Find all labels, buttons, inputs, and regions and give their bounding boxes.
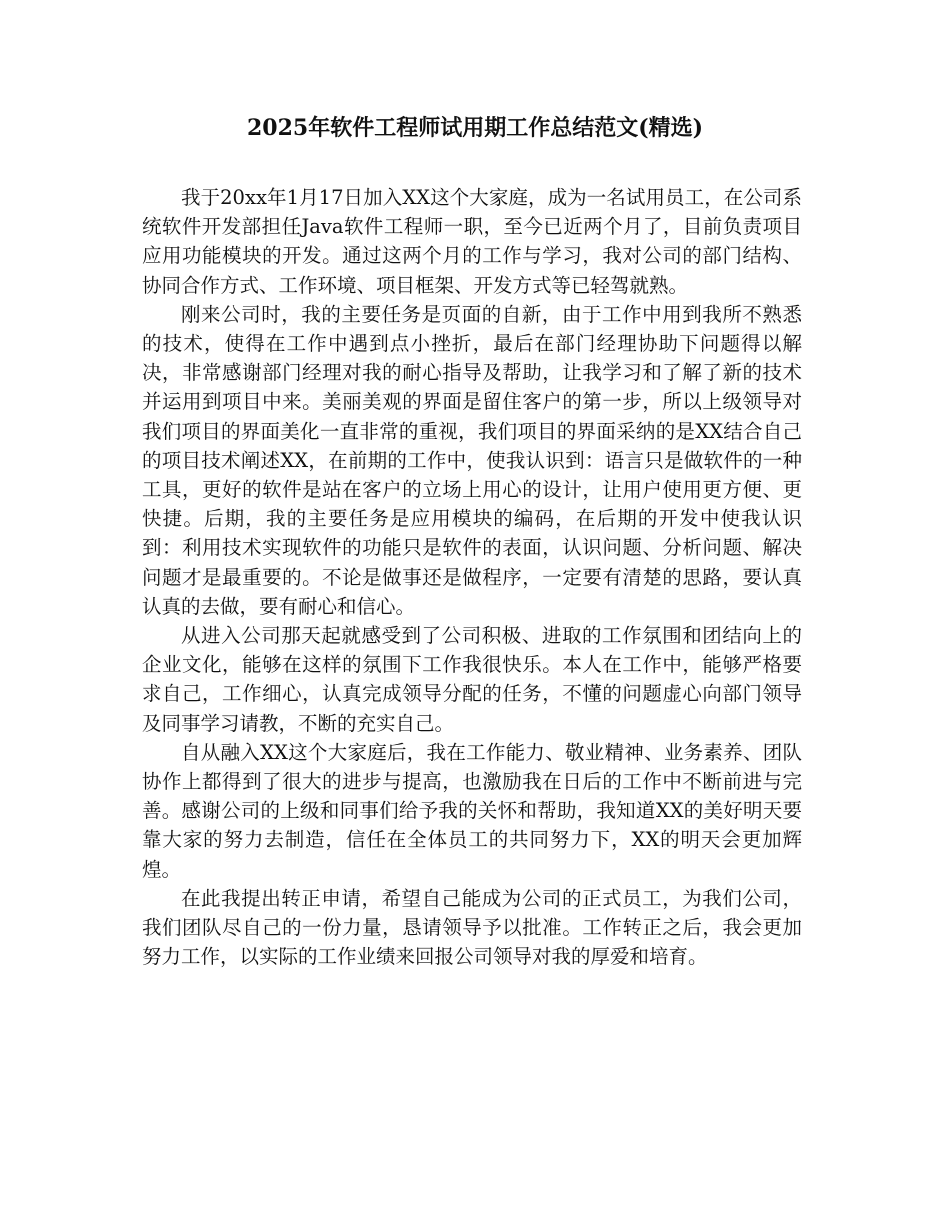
paragraph-2: 刚来公司时，我的主要任务是页面的自新，由于工作中用到我所不熟悉的技术，使得在工作中遇到点小挫折，最后在部门经理协助下问题得以解决，非常感谢部门经理对我的耐心指导及帮助，让我学习和了解了新的技术并运用到项目中来。美丽美观的界面是留住客户的第一步，所以上级领导对我们项目的界面美化一直非常的重视，我们项目的界面采纳的是XX结合自己的项目技术阐述XX，在前期的工作中，使我认识到：语言只是做软件的一种工具，更好的软件是站在客户的立场上用心的设计，让用户使用更方便、更快捷。后期，我的主要任务是应用模块的编码，在后期的开发中使我认识到：利用技术实现软件的功能只是软件的表面，认识问题、分析问题、解决问题才是最重要的。不论是做事还是做程序，一定要有清楚的思路，要认真认真的去做，要有耐心和信心。	[142, 302, 802, 618]
paragraph-3: 从进入公司那天起就感受到了公司积极、进取的工作氛围和团结向上的企业文化，能够在这样的氛围下工作我很快乐。本人在工作中，能够严格要求自己，工作细心，认真完成领导分配的任务，不懂的问题虚心向部门领导及同事学习请教，不断的充实自己。	[142, 624, 802, 735]
paragraph-5: 在此我提出转正申请，希望自己能成为公司的正式员工，为我们公司，我们团队尽自己的一份力量，恳请领导予以批准。工作转正之后，我会更加努力工作，以实际的工作业绩来回报公司领导对我的厚爱和培育。	[142, 886, 802, 969]
paragraph-1: 我于20xx年1月17日加入XX这个大家庭，成为一名试用员工，在公司系统软件开发部担任Java软件工程师一职，至今已近两个月了，目前负责项目应用功能模块的开发。通过这两个月的工作与学习，我对公司的部门结构、协同合作方式、工作环境、项目框架、开发方式等已轻驾就熟。	[142, 186, 802, 297]
document-body	[142, 183, 802, 971]
document-title: 2025年软件工程师试用期工作总结范文(精选)	[246, 115, 704, 141]
paragraph-4: 自从融入XX这个大家庭后，我在工作能力、敬业精神、业务素养、团队协作上都得到了很大的进步与提高，也激励我在日后的工作中不断前进与完善。感谢公司的上级和同事们给予我的关怀和帮助，我知道XX的美好明天要靠大家的努力去制造，信任在全体员工的共同努力下，XX的明天会更加辉煌。	[142, 740, 802, 881]
